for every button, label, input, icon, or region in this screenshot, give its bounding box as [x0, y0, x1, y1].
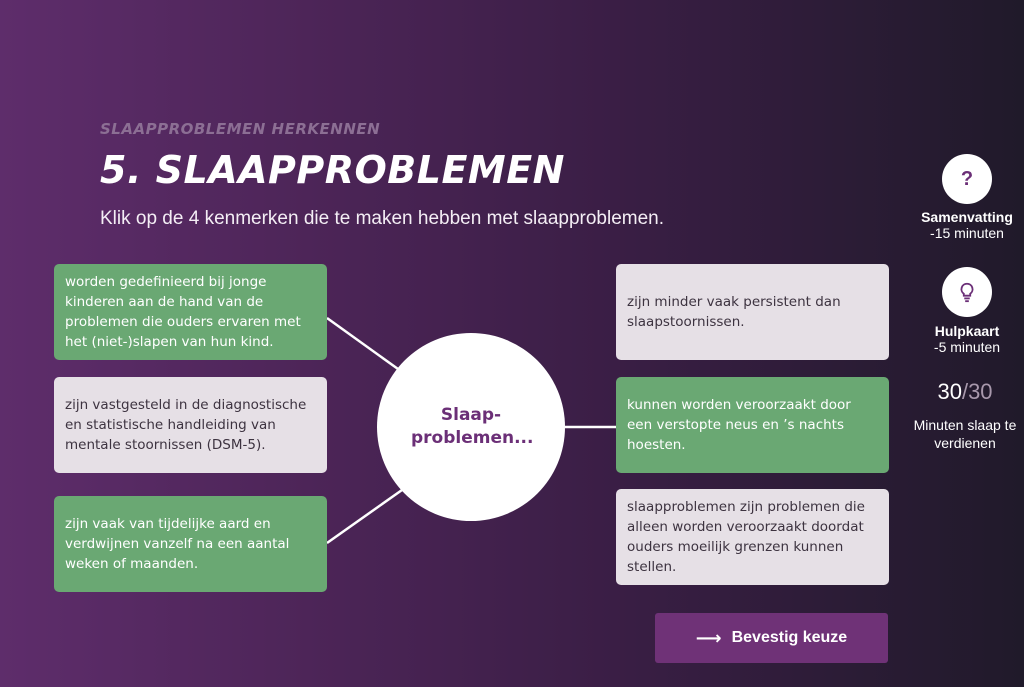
hint-label-group [907, 323, 1024, 355]
option-card-right-1[interactable] [616, 264, 889, 360]
confirm-button[interactable] [655, 613, 888, 663]
lightbulb-icon [956, 281, 978, 303]
connector-line [327, 490, 402, 543]
option-text: kunnen worden veroorzaakt door een verstopte neus en ’s nachts hoesten. [627, 397, 851, 453]
summary-label-group [907, 209, 1024, 241]
summary-button[interactable] [942, 154, 992, 204]
option-text: zijn vaak van tijdelijke aard en verdwijnen vanzelf na een aantal weken of maanden. [65, 516, 290, 572]
option-text: zijn minder vaak persistent dan slaapstoornissen. [627, 294, 841, 330]
score-max: 30 [968, 379, 993, 404]
page-title: 5. SLAAPPROBLEMEN [100, 148, 565, 192]
score-counter [910, 379, 1020, 405]
instruction-text: Klik op de 4 kenmerken die te maken hebben met slaapproblemen. [100, 208, 665, 229]
connector-line [327, 318, 398, 369]
center-topic-label: Slaap-problemen... [411, 405, 534, 448]
section-subtitle: SLAAPPROBLEMEN HERKENNEN [100, 120, 381, 138]
confirm-label: Bevestig keuze [731, 629, 848, 646]
summary-label: Samenvatting [921, 209, 1013, 225]
option-card-left-1[interactable] [54, 264, 327, 360]
center-topic-circle [377, 333, 565, 521]
question-icon: ? [960, 167, 974, 190]
score-label: Minuten slaap te verdienen [913, 417, 1017, 451]
option-card-right-3[interactable] [616, 489, 889, 585]
option-text: zijn vastgesteld in de diagnostische en statistische handleiding van mentale stoornissen (DSM-5). [65, 397, 307, 453]
option-card-left-3[interactable] [54, 496, 327, 592]
score-separator: / [961, 379, 969, 404]
option-card-right-2[interactable] [616, 377, 889, 473]
summary-cost: -15 minuten [930, 225, 1004, 241]
option-card-left-2[interactable] [54, 377, 327, 473]
hint-button[interactable] [942, 267, 992, 317]
hint-cost: -5 minuten [933, 339, 1001, 355]
option-text: worden gedefinieerd bij jonge kinderen aan de hand van de problemen die ouders ervaren met het (niet-)slapen van hun kind. [65, 274, 301, 350]
arrow-right-icon: ⟶ [695, 627, 722, 648]
hint-label: Hulpkaart [934, 323, 1000, 339]
option-text: slaapproblemen zijn problemen die alleen worden veroorzaakt doordat ouders moeilijk grenzen kunnen stellen. [627, 499, 865, 575]
score-current: 30 [937, 379, 962, 404]
